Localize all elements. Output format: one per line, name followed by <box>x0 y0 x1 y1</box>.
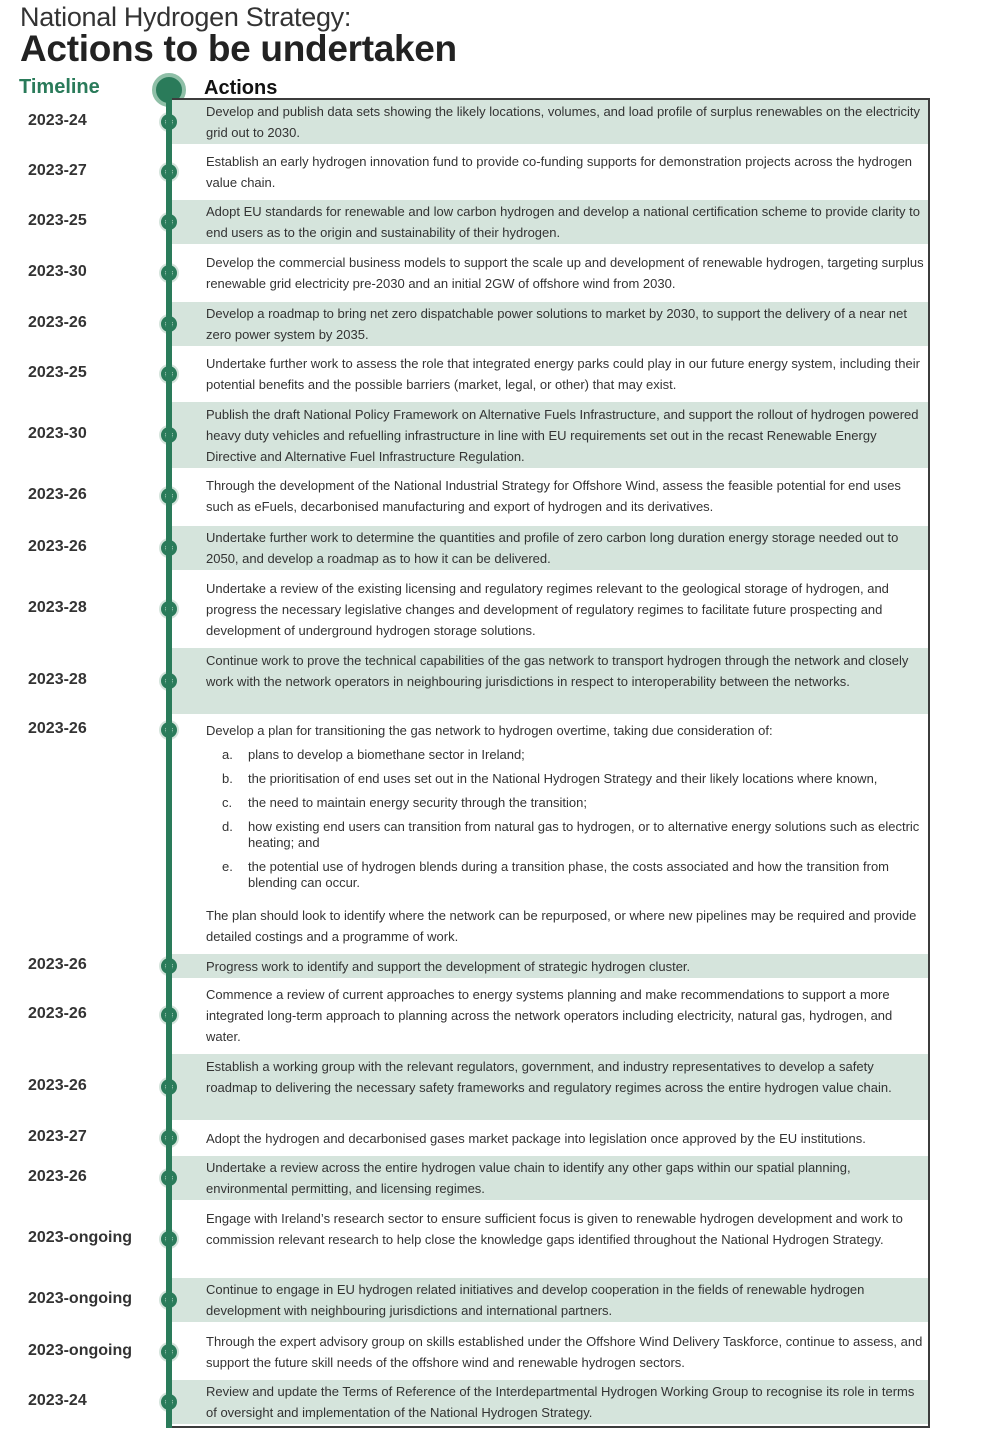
list-item-letter: e. <box>222 859 233 874</box>
action-text <box>206 303 924 345</box>
action-description: Establish an early hydrogen innovation fund to provide co-funding supports for demonstration projects across the hydrogen value chain. <box>206 154 913 190</box>
action-text <box>206 956 924 977</box>
table-row <box>0 1278 1003 1322</box>
table-row <box>0 1054 1003 1120</box>
action-text <box>206 151 924 193</box>
action-text <box>206 1056 924 1098</box>
table-row <box>0 250 1003 296</box>
action-description: Adopt the hydrogen and decarbonised gases market package into legislation once approved by the EU institutions. <box>206 1130 866 1146</box>
list-item-letter: a. <box>222 747 233 762</box>
list-item <box>206 819 924 851</box>
action-description: Continue work to prove the technical capabilities of the gas network to transport hydrogen through the network and closely work with the network operators in neighbouring jurisdictions in respect to interoperability between the networks. <box>206 652 909 689</box>
timeline-date: 2023-27 <box>28 162 87 179</box>
timeline-date: 2023-26 <box>28 720 87 737</box>
timeline-date: 2023-30 <box>28 263 87 280</box>
timeline-date: 2023-26 <box>28 956 87 973</box>
timeline-date: 2023-26 <box>28 1077 87 1094</box>
list-item <box>206 747 924 763</box>
action-text <box>206 1381 924 1423</box>
action-description: Progress work to identify and support the development of strategic hydrogen cluster. <box>206 958 691 974</box>
action-description: Adopt EU standards for renewable and low carbon hydrogen and develop a national certification scheme to provide clarity to end users as to the origin and sustainability of their hydrogen. <box>206 204 920 240</box>
action-sublist <box>206 747 924 891</box>
action-text <box>206 353 924 395</box>
action-text <box>206 252 924 294</box>
page-title-line1: National Hydrogen Strategy: <box>20 2 352 32</box>
timeline-date: 2023-25 <box>28 212 87 229</box>
list-item-letter: b. <box>222 771 233 786</box>
timeline-date: 2023-ongoing <box>28 1290 133 1307</box>
timeline-date: 2023-24 <box>28 112 87 129</box>
list-item <box>206 795 924 811</box>
timeline-date: 2023-25 <box>28 364 87 381</box>
action-description: Develop the commercial business models to support the scale up and development of renewable hydrogen, targeting surplus renewable grid electricity pre-2030 and an initial 2GW of offshore wind from 2030. <box>206 255 924 291</box>
list-item-letter: d. <box>222 819 233 834</box>
timeline-spine <box>166 100 172 1428</box>
list-item-text: plans to develop a biomethane sector in Ireland; <box>248 747 525 762</box>
list-item-text: the prioritisation of end uses set out in the National Hydrogen Strategy and their likely locations where known, <box>248 771 878 786</box>
action-description: Undertake further work to determine the quantities and profile of zero carbon long duration energy storage needed out to 2050, and develop a roadmap as to how it can be delivered. <box>206 530 899 566</box>
action-description: Undertake a review across the entire hydrogen value chain to identify any other gaps within our spatial planning, environmental permitting, and licensing regimes. <box>206 1160 851 1196</box>
timeline-date: 2023-ongoing <box>28 1229 133 1246</box>
timeline-date: 2023-26 <box>28 486 87 503</box>
action-description: Undertake a review of the existing licensing and regulatory regimes relevant to the geological storage of hydrogen, and progress the necessary legislative changes and development of regulatory regimes to facilitate future prospecting and development of underground hydrogen storage solutions. <box>206 580 889 638</box>
table-row <box>0 648 1003 714</box>
action-text <box>206 201 924 243</box>
action-description: Engage with Ireland’s research sector to ensure sufficient focus is given to renewable hydrogen development and work to commission relevant research to help close the knowledge gaps identified throughout the National Hydrogen Strategy. <box>206 1210 903 1247</box>
table-row <box>0 150 1003 194</box>
list-item-letter: c. <box>222 795 233 810</box>
table-row <box>0 302 1003 346</box>
action-description: Through the development of the National Industrial Strategy for Offshore Wind, assess the feasible potential for end uses such as eFuels, decarbonised manufacturing and export of hydrogen and its derivatives. <box>206 478 901 514</box>
action-description: Commence a review of current approaches to energy systems planning and make recommendations to support a more integrated long-term approach to planning across the network operators including electricity, natural gas, hydrogen, and water. <box>206 986 893 1044</box>
action-description: Develop a plan for transitioning the gas network to hydrogen overtime, taking due consideration of: <box>206 723 773 738</box>
action-text <box>206 720 924 947</box>
timeline-date: 2023-28 <box>28 671 87 688</box>
table-row <box>0 720 1003 948</box>
timeline-date: 2023-26 <box>28 1005 87 1022</box>
action-text <box>206 650 924 692</box>
table-row <box>0 576 1003 642</box>
action-text <box>206 1331 924 1373</box>
action-description: Continue to engage in EU hydrogen related initiatives and develop cooperation in the fields of renewable hydrogen development with neighbouring jurisdictions and international partners. <box>206 1282 865 1318</box>
action-text <box>206 1279 924 1321</box>
page-title: Actions to be undertaken <box>20 28 457 69</box>
table-row <box>0 100 1003 144</box>
table-row <box>0 526 1003 570</box>
table-row <box>0 474 1003 518</box>
table-row <box>0 1380 1003 1424</box>
table-row <box>0 352 1003 396</box>
table-row <box>0 1330 1003 1374</box>
action-description: Establish a working group with the relevant regulators, government, and industry representatives to develop a safety roadmap to delivering the necessary safety frameworks and regulatory regimes across the entire hydrogen value chain. <box>206 1058 892 1095</box>
table-row <box>0 1126 1003 1150</box>
action-description: Develop a roadmap to bring net zero dispatchable power solutions to market by 2030, to support the delivery of a near net zero power system by 2035. <box>206 306 907 342</box>
table-row <box>0 1206 1003 1272</box>
action-text <box>206 1128 924 1149</box>
timeline-date: 2023-28 <box>28 599 87 616</box>
action-description: Undertake further work to assess the role that integrated energy parks could play in our future energy system, including their potential benefits and the possible barriers (market, legal, or other) that may exist. <box>206 356 920 392</box>
action-text <box>206 1157 924 1199</box>
action-text <box>206 475 924 517</box>
timeline-date: 2023-26 <box>28 538 87 555</box>
action-text <box>206 984 924 1047</box>
list-item-text: the need to maintain energy security through the transition; <box>248 795 587 810</box>
timeline-heading: Timeline <box>19 76 100 98</box>
action-text <box>206 527 924 569</box>
timeline-date: 2023-24 <box>28 1392 87 1409</box>
action-description: Review and update the Terms of Reference of the Interdepartmental Hydrogen Working Group to recognise its role in terms of oversight and implementation of the National Hydrogen Strategy. <box>206 1384 915 1420</box>
table-row <box>0 1156 1003 1200</box>
action-note: The plan should look to identify where the network can be repurposed, or where new pipelines may be required and provide detailed costings and a programme of work. <box>206 908 917 944</box>
list-item <box>206 859 924 891</box>
table-row <box>0 402 1003 468</box>
timeline-date: 2023-27 <box>28 1128 87 1145</box>
timeline-date: 2023-26 <box>28 314 87 331</box>
table-row <box>0 982 1003 1048</box>
action-text <box>206 101 924 143</box>
timeline-date: 2023-26 <box>28 1168 87 1185</box>
action-description: Publish the draft National Policy Framework on Alternative Fuels Infrastructure, and support the rollout of hydrogen powered heavy duty vehicles and refuelling infrastructure in line with EU requirements set out in the recast Renewable Energy Directive and Alternative Fuel Infrastructure Regulation. <box>206 406 919 464</box>
action-description: Through the expert advisory group on skills established under the Offshore Wind Delivery Taskforce, continue to assess, and support the future skill needs of the offshore wind and renewable hydrogen sectors. <box>206 1334 923 1370</box>
table-row <box>0 954 1003 978</box>
action-text <box>206 404 924 467</box>
action-text <box>206 578 924 641</box>
actions-heading: Actions <box>204 77 278 99</box>
action-description: Develop and publish data sets showing the likely locations, volumes, and load profile of surplus renewables on the electricity grid out to 2030. <box>206 104 920 140</box>
timeline-date: 2023-ongoing <box>28 1342 133 1359</box>
list-item-text: the potential use of hydrogen blends during a transition phase, the costs associated and how the transition from blending can occur. <box>248 859 890 890</box>
table-row <box>0 200 1003 244</box>
list-item <box>206 771 924 787</box>
action-text <box>206 1208 924 1250</box>
list-item-text: how existing end users can transition from natural gas to hydrogen, or to alternative energy solutions such as electric heating; and <box>248 819 920 850</box>
timeline-date: 2023-30 <box>28 425 87 442</box>
